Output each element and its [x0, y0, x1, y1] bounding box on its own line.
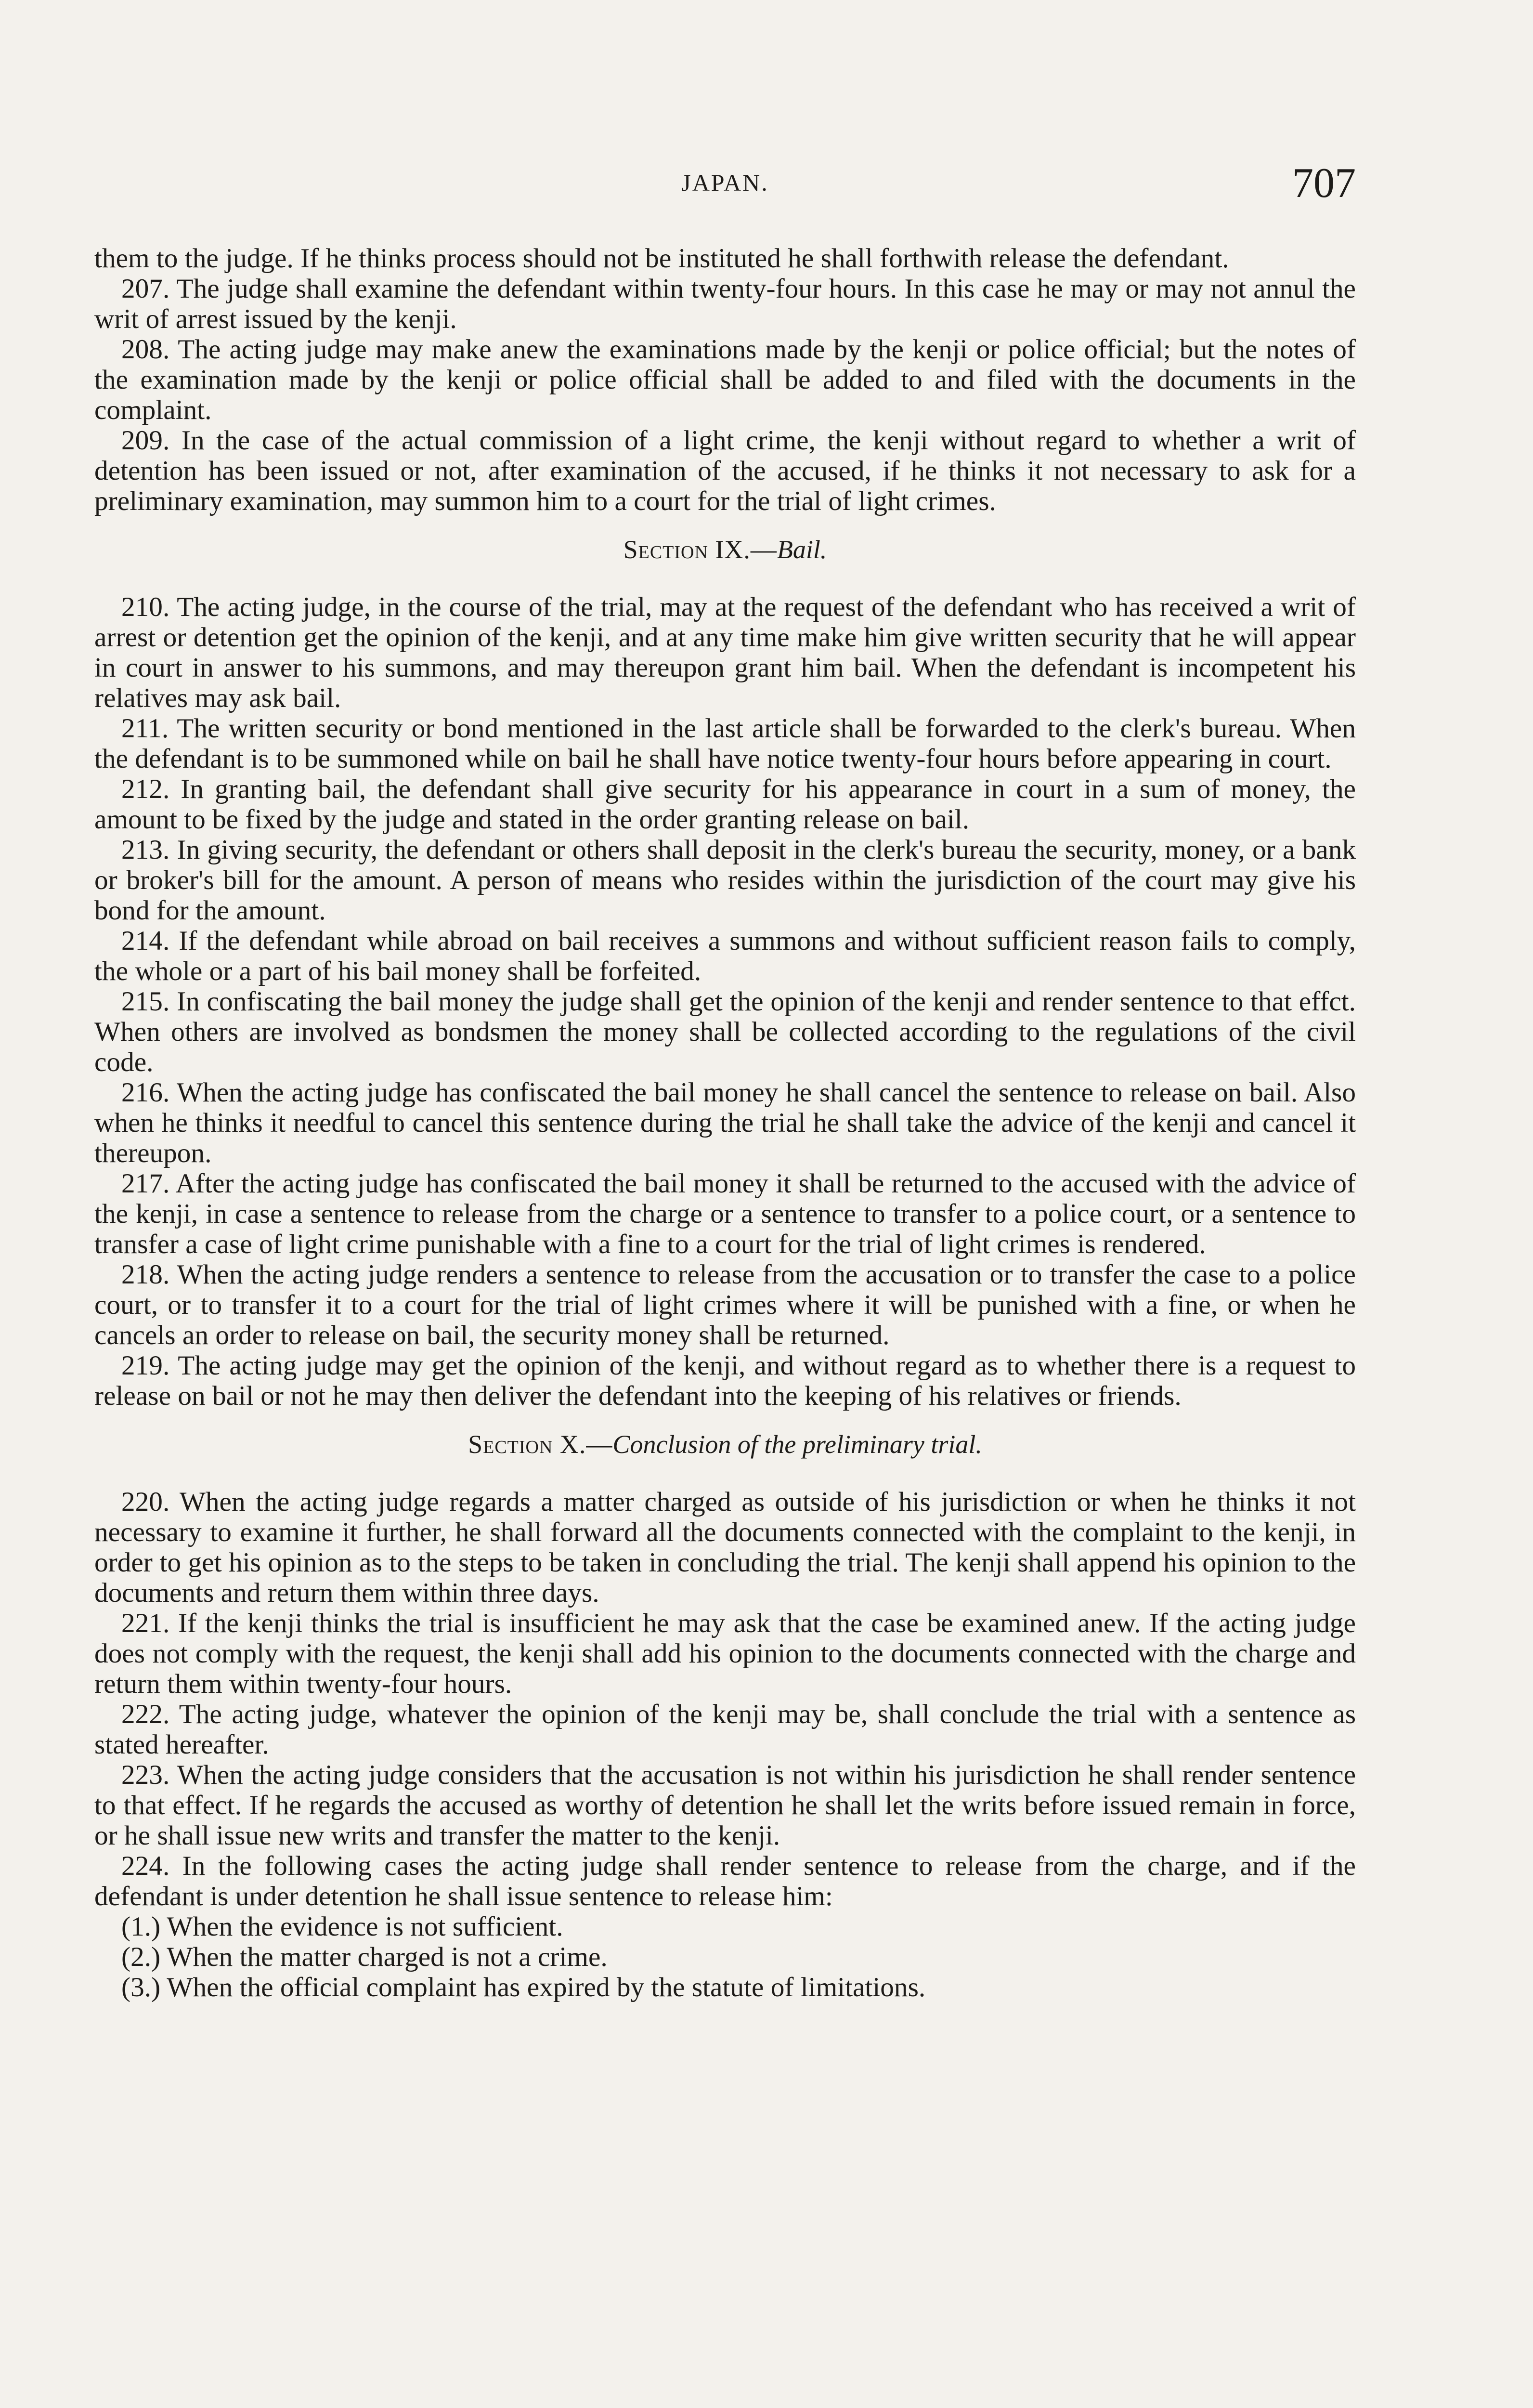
article-222: 222. The acting judge, whatever the opinion of the kenji may be, shall conclude the trial with a sentence as stated hereafter.	[94, 1699, 1356, 1760]
clause-1: (1.) When the evidence is not sufficient.	[121, 1911, 563, 1942]
article-210: 210. The acting judge, in the course of the trial, may at the request of the defendant who has received a writ of arrest or detention get the opinion of the kenji, and at any time make him give written security that he will appear in court in answer to his summons, and may thereupon grant him bail. When the defendant is incompetent his relatives may ask bail.	[94, 592, 1356, 713]
article-214: 214. If the defendant while abroad on bail receives a summons and without sufficient reason fails to comply, the whole or a part of his bail money shall be forfeited.	[94, 926, 1356, 986]
section-x-label: Section X.—	[468, 1430, 613, 1459]
section-x-heading	[94, 1429, 1356, 1460]
section-x-title: Conclusion of the preliminary trial.	[612, 1430, 982, 1459]
article-215: 215. In confiscating the bail money the judge shall get the opinion of the kenji and render sentence to that effct. When others are involved as bondsmen the money shall be collected according to the regulations of the civil code.	[94, 986, 1356, 1077]
article-212: 212. In granting bail, the defendant shall give security for his appearance in court in a sum of money, the amount to be fixed by the judge and stated in the order granting release on bail.	[94, 774, 1356, 835]
article-221: 221. If the kenji thinks the trial is insufficient he may ask that the case be examined anew. If the acting judge does not comply with the request, the kenji shall add his opinion to the documents connected with the charge and return them within twenty-four hours.	[94, 1608, 1356, 1699]
article-211: 211. The written security or bond mentioned in the last article shall be forwarded to the clerk's bureau. When the defendant is to be summoned while on bail he shall have notice twenty-four hours before appearing in court.	[94, 713, 1356, 774]
article-213: 213. In giving security, the defendant or others shall deposit in the clerk's bureau the security, money, or a bank or broker's bill for the amount. A person of means who resides within the jurisdiction of the court may give his bond for the amount.	[94, 835, 1356, 926]
page-body	[94, 243, 1356, 2002]
page-header	[94, 159, 1356, 217]
clause-2: (2.) When the matter charged is not a crime.	[121, 1942, 608, 1972]
article-216: 216. When the acting judge has confiscated the bail money he shall cancel the sentence to release on bail. Also when he thinks it needful to cancel this sentence during the trial he shall take the advice of the kenji and cancel it thereupon.	[94, 1077, 1356, 1168]
article-208: 208. The acting judge may make anew the examinations made by the kenji or police official; but the notes of the examination made by the kenji or police official shall be added to and filed with the documents in the complaint.	[94, 334, 1356, 425]
section-ix-label: Section IX.—	[623, 535, 777, 564]
running-head: JAPAN.	[681, 169, 769, 196]
article-224: 224. In the following cases the acting judge shall render sentence to release from the charge, and if the defendant is under detention he shall issue sentence to release him:	[94, 1851, 1356, 1911]
clause-3: (3.) When the official complaint has expired by the statute of limitations.	[121, 1972, 926, 2002]
article-220: 220. When the acting judge regards a matter charged as outside of his jurisdiction or when he thinks it not necessary to examine it further, he shall forward all the documents connected with the complaint to the kenji, in order to get his opinion as to the steps to be taken in concluding the trial. The kenji shall append his opinion to the documents and return them within three days.	[94, 1487, 1356, 1608]
page-number: 707	[1292, 160, 1356, 207]
article-209: 209. In the case of the actual commission of a light crime, the kenji without regard to whether a writ of detention has been issued or not, after examination of the accused, if he thinks it not necessary to ask for a preliminary examination, may summon him to a court for the trial of light crimes.	[94, 425, 1356, 516]
article-223: 223. When the acting judge considers that the accusation is not within his jurisdiction he shall render sentence to that effect. If he regards the accused as worthy of detention he shall let the writs before issued remain in force, or he shall issue new writs and transfer the matter to the kenji.	[94, 1760, 1356, 1851]
section-ix-title: Bail.	[777, 535, 827, 564]
article-207: 207. The judge shall examine the defendant within twenty-four hours. In this case he may or may not annul the writ of arrest issued by the kenji.	[94, 274, 1356, 334]
article-218: 218. When the acting judge renders a sentence to release from the accusation or to transfer the case to a police court, or to transfer it to a court for the trial of light crimes where it will be punished with a fine, or when he cancels an order to release on bail, the security money shall be returned.	[94, 1259, 1356, 1350]
section-ix-heading	[94, 535, 1356, 565]
paragraph-continuation: them to the judge. If he thinks process should not be instituted he shall forthwith release the defendant.	[94, 243, 1229, 274]
article-219: 219. The acting judge may get the opinion of the kenji, and without regard as to whether there is a request to release on bail or not he may then deliver the defendant into the keeping of his relatives or friends.	[94, 1350, 1356, 1411]
article-217: 217. After the acting judge has confiscated the bail money it shall be returned to the accused with the advice of the kenji, in case a sentence to release from the charge or a sentence to transfer to a police court, or a sentence to transfer a case of light crime punishable with a fine to a court for the trial of light crimes is rendered.	[94, 1168, 1356, 1259]
